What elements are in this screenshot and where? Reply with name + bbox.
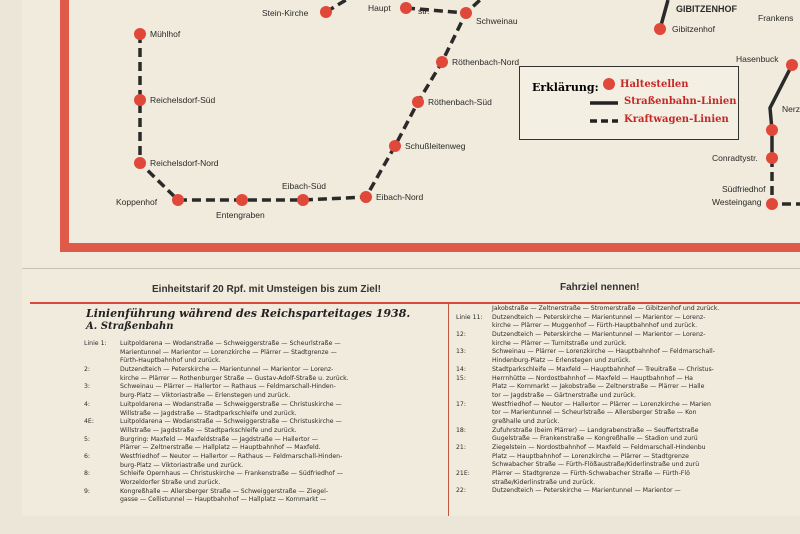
route-text: Hindenburg-Platz — Erlenstegen und zurück.: [492, 357, 631, 365]
section-subtitle: A. Straßenbahn: [86, 321, 174, 332]
route-text: Schwabacher Straße — Fürth-Flößaustraße/Kiderlinstraße und zurü: [492, 461, 700, 469]
route-line-number: 4:: [84, 400, 91, 408]
route-list-right: [456, 305, 800, 496]
route-row: [456, 305, 800, 314]
column-divider: [448, 304, 449, 516]
route-text: Stadtparkschleife — Maxfeld — Hauptbahnhof — Treuitraße — Christus-: [492, 365, 714, 373]
label-conradtystr: Conradtystr.: [712, 153, 758, 163]
label-gibitzenhof: Gibitzenhof: [672, 24, 715, 34]
route-text: tor — Marientunnel — Scheurlstraße — Allersberger Straße — Kon: [492, 409, 697, 417]
route-text: Westfriedhof — Neutor — Hallertor — Plärrer — Lorenzkirche — Marien: [492, 400, 711, 408]
label-nerz: Nerz: [782, 104, 800, 114]
route-text: Kongreßhalle — Allersberger Straße — Schweiggerstraße — Ziegel-: [120, 487, 329, 495]
route-line-number: 9:: [84, 487, 91, 495]
route-line-number: 22:: [456, 487, 466, 495]
station-koppenhof[interactable]: [172, 194, 184, 206]
label-reichelsdorf-sued: Reichelsdorf-Süd: [150, 95, 216, 105]
station-eibach-sued[interactable]: [297, 194, 309, 206]
bus-line-icon: [590, 117, 620, 125]
route-text: Gugelstraße — Frankenstraße — Kongreßhalle — Stadion und zurü: [492, 435, 698, 443]
station-hauptstrasse[interactable]: [400, 2, 412, 14]
label-entengraben: Entengraben: [216, 210, 265, 220]
route-row: [456, 435, 800, 444]
route-row: [84, 392, 444, 401]
route-text: Fürth-Hauptbahnhof und zurück.: [120, 357, 221, 365]
route-row: [84, 444, 444, 453]
route-text: Dutzendteich — Peterskirche — Marientunnel — Marientor — Lorenz-: [120, 366, 334, 374]
route-text: gasse — Cellistunnel — Hauptbahnhof — Hallplatz — Kornmarkt —: [120, 496, 327, 504]
route-text: Dutzendteich — Peterskirche — Marientunnel — Marientor — Lorenz-: [492, 313, 706, 321]
station-suedfriedhof[interactable]: [766, 198, 778, 210]
route-line-number: 15:: [456, 374, 466, 382]
station-schussleitenweg[interactable]: [389, 140, 401, 152]
route-row: [84, 462, 444, 471]
label-koppenhof: Koppenhof: [116, 197, 158, 207]
route-text: Marientunnel — Marientor — Lorenzkirche — Plärrer — Stadtgrenze —: [120, 348, 337, 356]
label-gibitzenhof-title: GIBITZENHOF: [676, 4, 737, 14]
label-hasenbuck: Hasenbuck: [736, 54, 779, 64]
route-text: burg-Platz — Viktoriastraße und zurück.: [120, 461, 244, 469]
route-row: [84, 375, 444, 384]
station-stein-kirche[interactable]: [320, 6, 332, 18]
route-row: [456, 392, 800, 401]
station-hasenbuck[interactable]: [786, 59, 798, 71]
route-text: Schleife Opernhaus — Christuskirche — Frankenstraße — Südfriedhof —: [120, 470, 343, 478]
legend-tram: Straßenbahn-Linien: [624, 96, 737, 107]
route-line-number: 8:: [84, 470, 91, 478]
label-eibach-sued: Eibach-Süd: [282, 181, 326, 191]
route-text: Luitpoldarena — Wodanstraße — Schweiggerstraße — Scheurlstraße —: [120, 340, 341, 347]
map-border-left: [60, 0, 69, 252]
route-row: [84, 470, 444, 479]
route-text: Worzeldorfer Straße und zurück.: [120, 479, 221, 486]
station-dot-icon: [602, 77, 616, 91]
route-text: kirche — Plärrer — Muggenhof — Fürth-Hauptbahnhof und zurück.: [492, 322, 698, 330]
route-row: [456, 453, 800, 462]
route-text: greßhalle und zurück.: [492, 417, 560, 425]
route-text: Luitpoldarena — Wodanstraße — Schweiggerstraße — Christuskirche —: [120, 418, 342, 426]
label-roethenbach-sued: Röthenbach-Süd: [428, 97, 492, 107]
route-text: Platz — Kornmarkt — Jakobstraße — Zeltnerstraße — Plärrer — Halle: [492, 383, 705, 391]
route-row: [456, 314, 800, 323]
route-row: [84, 340, 444, 349]
route-row: [84, 349, 444, 358]
route-row: [84, 357, 444, 366]
route-row: [84, 427, 444, 436]
label-frankenstr: Frankens: [758, 13, 794, 23]
fare-note: Einheitstarif 20 Rpf. mit Umsteigen bis zum Ziel!: [152, 284, 381, 295]
header-rule: [30, 302, 800, 304]
route-text: Dutzendteich — Peterskirche — Marientunnel — Marientor — Lorenz-: [492, 331, 706, 339]
route-text: Plärrer — Stadtgrenze — Fürth-Schwabacher Straße — Fürth-Flö: [492, 470, 690, 478]
tram-lines-dashed-right: [772, 158, 800, 204]
route-line-number: 13:: [456, 348, 466, 356]
label-stein-kirche: Stein-Kirche: [262, 8, 309, 18]
route-row: [84, 436, 444, 445]
route-row: [456, 366, 800, 375]
route-text: tor — Jagdstraße — Gärtnerstraße und zurück.: [492, 391, 636, 399]
route-row: [456, 487, 800, 496]
route-text: Herrnhütte — Nordostbahnhof — Maxfeld — Hauptbahnhof — Ha: [492, 374, 693, 382]
legend-stations: Haltestellen: [620, 79, 689, 90]
route-list-left: [84, 340, 444, 505]
route-line-number: 3:: [84, 383, 91, 391]
route-line-number: 2:: [84, 366, 91, 374]
route-text: Platz — Hauptbahnhof — Lorenzkirche — Plärrer — Stadtgrenze: [492, 452, 689, 460]
route-row: [84, 479, 444, 488]
route-row: [456, 479, 800, 488]
route-line-number: 4E:: [84, 418, 94, 426]
label-reichelsdorf-nord: Reichelsdorf-Nord: [150, 158, 219, 168]
station-reichelsdorf-nord[interactable]: [134, 157, 146, 169]
route-row: [456, 357, 800, 366]
map-border-bottom: [60, 243, 800, 252]
section-title: Linienführung während des Reichsparteitages 1938.: [86, 307, 411, 320]
station-roethenbach-sued[interactable]: [412, 96, 424, 108]
label-roethenbach-nord: Röthenbach-Nord: [452, 57, 520, 67]
route-text: Luitpoldarena — Wodanstraße — Schweiggerstraße — Christuskirche —: [120, 400, 342, 408]
label-eibach-nord: Eibach-Nord: [376, 192, 424, 202]
route-row: [456, 322, 800, 331]
route-row: [84, 418, 444, 427]
station-schweinau[interactable]: [460, 7, 472, 19]
route-row: [456, 383, 800, 392]
route-row: [456, 340, 800, 349]
route-text: Schweinau — Plärrer — Hallertor — Rathaus — Feldmarschall-Hinden-: [120, 383, 336, 391]
route-text: Schweinau — Plärrer — Lorenzkirche — Hauptbahnhof — Feldmarschall-: [492, 348, 715, 356]
label-suedfriedhof: Südfriedhof: [722, 184, 766, 194]
route-row: [84, 366, 444, 375]
label-str: str.: [418, 6, 430, 16]
route-text: Jakobstraße — Zeltnerstraße — Stromerstraße — Gibitzenhof und zurück.: [492, 305, 720, 312]
route-line-number: 17:: [456, 400, 466, 408]
route-row: [456, 401, 800, 410]
route-text: Westfriedhof — Neutor — Hallertor — Rathaus — Feldmarschall-Hinden-: [120, 452, 343, 460]
destination-note: Fahrziel nennen!: [560, 282, 640, 293]
route-text: Dutzendteich — Peterskirche — Marientunnel — Marientor —: [492, 487, 681, 495]
route-row: [84, 488, 444, 497]
station-gibitzenhof[interactable]: [654, 23, 666, 35]
route-text: burg-Platz — Viktoriastraße — Erlenstegen und zurück.: [120, 392, 291, 400]
route-row: [84, 401, 444, 410]
route-text: Ziegelstein — Nordostbahnhof — Maxfeld — Feldmarschall-Hindenbu: [492, 444, 706, 451]
route-row: [456, 427, 800, 436]
route-line-number: 14:: [456, 365, 466, 373]
station-eibach-nord[interactable]: [360, 191, 372, 203]
legend-title: Erklärung:: [532, 81, 599, 94]
label-westeingang: Westeingang: [712, 197, 762, 207]
map-legend: [519, 66, 739, 140]
route-line-number: 12:: [456, 331, 466, 339]
route-row: [456, 444, 800, 453]
label-muehlhof: Mühlhof: [150, 29, 181, 39]
station-conradtystr[interactable]: [766, 152, 778, 164]
route-line-number: Linie 11:: [456, 313, 483, 321]
route-row: [456, 409, 800, 418]
station-entengraben[interactable]: [236, 194, 248, 206]
label-schussleitenweg: Schußleitenweg: [405, 141, 466, 151]
route-row: [84, 496, 444, 505]
route-row: [456, 375, 800, 384]
route-text: Willstraße — Jagdstraße — Stadtparkschleife und zurück.: [120, 426, 297, 434]
route-row: [84, 383, 444, 392]
route-line-number: Linie 1:: [84, 340, 107, 347]
station-roethenbach-nord[interactable]: [436, 56, 448, 68]
route-row: [456, 348, 800, 357]
label-haupt: Haupt: [368, 3, 391, 13]
station-nerzstrasse[interactable]: [766, 124, 778, 136]
legend-bus: Kraftwagen-Linien: [624, 114, 729, 125]
route-text: straße/Kiderlinstraße und zurück.: [492, 478, 596, 486]
route-text: kirche — Plärrer — Turnitstraße und zurück.: [492, 339, 627, 347]
route-row: [84, 410, 444, 419]
route-line-number: 21:: [456, 444, 466, 451]
route-text: kirche — Plärrer — Rothenburger Straße — Gustav-Adolf-Straße u. zurück.: [120, 374, 349, 382]
route-line-number: 5:: [84, 435, 91, 443]
route-text: Willstraße — Jagdstraße — Stadtparkschleife und zurück.: [120, 409, 297, 417]
label-schweinau: Schweinau: [476, 16, 518, 26]
station-reichelsdorf-sued[interactable]: [134, 94, 146, 106]
route-row: [84, 453, 444, 462]
route-line-number: 18:: [456, 426, 466, 434]
fold-crease: [22, 268, 800, 269]
route-row: [456, 331, 800, 340]
route-line-number: 21E:: [456, 470, 470, 478]
route-text: Plärrer — Zeltnerstraße — Hallplatz — Hauptbahnhof — Maxfeld.: [120, 444, 321, 452]
route-text: Burgring: Maxfeld — Maxfeldstraße — Jagdstraße — Hallertor —: [120, 435, 318, 443]
station-muehlhof[interactable]: [134, 28, 146, 40]
route-line-number: 6:: [84, 452, 91, 460]
route-row: [456, 418, 800, 427]
route-text: Zufuhrstraße (beim Plärrer) — Landgrabenstraße — Seuffertstraße: [492, 426, 699, 434]
route-row: [456, 461, 800, 470]
route-row: [456, 470, 800, 479]
tram-line-icon: [590, 99, 620, 107]
